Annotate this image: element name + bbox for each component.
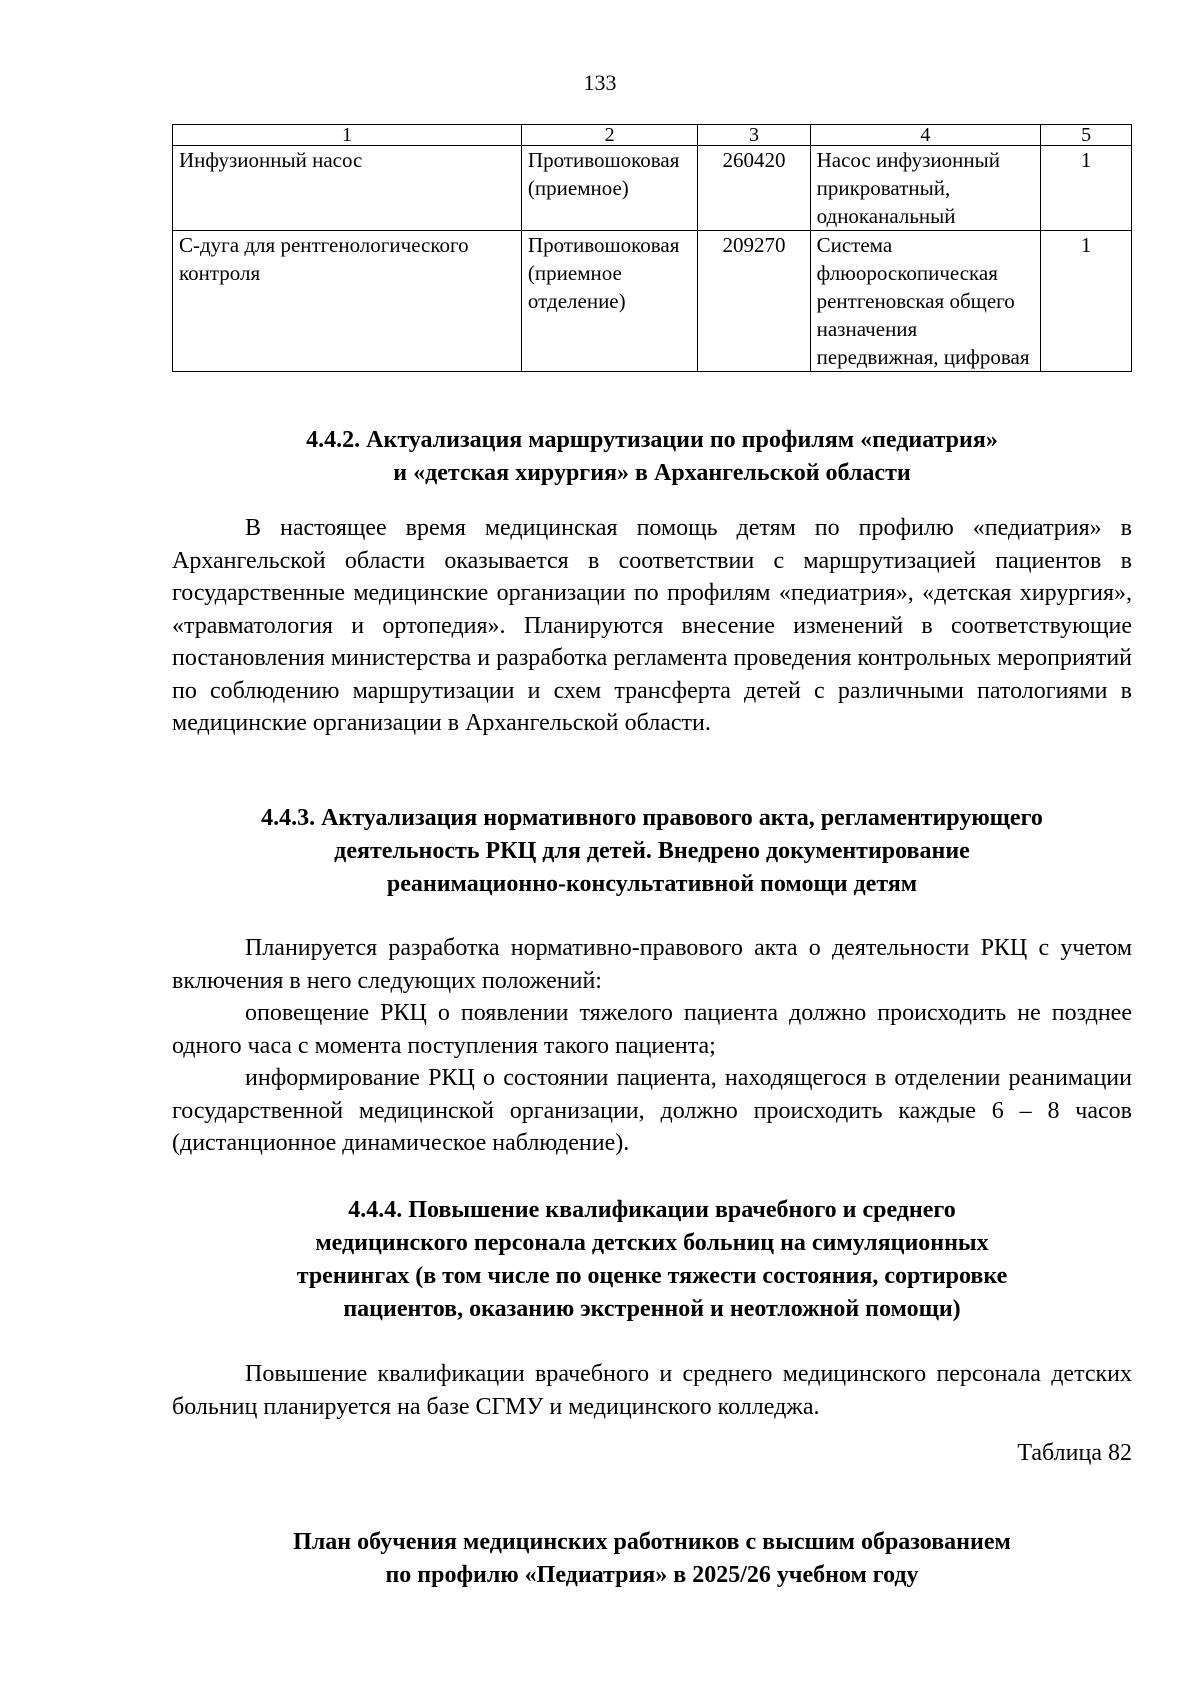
section-444-heading	[172, 1194, 1132, 1326]
equipment-code: 260420	[698, 146, 810, 231]
table-caption: Таблица 82	[1017, 1440, 1132, 1466]
department: Противошоковая (приемное отделение)	[521, 231, 697, 372]
section-443-body	[172, 932, 1132, 1160]
equipment-name: С-дуга для рентгенологического контроля	[173, 231, 522, 372]
section-444-body	[172, 1358, 1132, 1423]
section-443-heading	[172, 802, 1132, 901]
heading-line: тренингах (в том числе по оценке тяжести состояния, сортировке	[296, 1263, 1008, 1289]
plan-title	[172, 1526, 1132, 1592]
equipment-table	[172, 124, 1132, 372]
table-header-row	[173, 125, 1132, 146]
paragraph: Планируется разработка нормативно-правового акта о деятельности РКЦ с учетом включения в него следующих положений:	[172, 935, 1132, 994]
section-442-heading	[172, 424, 1132, 490]
heading-line: реанимационно-консультативной помощи детям	[386, 871, 918, 897]
table-row	[173, 146, 1132, 231]
column-header: 4	[810, 125, 1041, 146]
heading-line: 4.4.3. Актуализация нормативного правового акта, регламентирующего	[261, 805, 1043, 831]
table-row	[173, 231, 1132, 372]
equipment-name: Инфузионный насос	[173, 146, 522, 231]
heading-line: 4.4.2. Актуализация маршрутизации по профилям «педиатрия»	[306, 427, 998, 453]
paragraph: оповещение РКЦ о появлении тяжелого пациента должно происходить не позднее одного часа с момента поступления такого пациента;	[172, 1000, 1132, 1059]
column-header: 3	[698, 125, 810, 146]
paragraph: В настоящее время медицинская помощь детям по профилю «педиатрия» в Архангельской области оказывается в соответствии с маршрутизацией пациентов в государственные медицинские организации по профилям «педиатрия», «детская хирургия», «травматология и ортопедия». Планируются внесение изменений в соответствующие постановления министерства и разработка регламента проведения контрольных мероприятий по соблюдению маршрутизации и схем трансферта детей с различными патологиями в медицинские организации в Архангельской области.	[172, 515, 1132, 736]
equipment-description: Система флюороскопическая рентгеновская общего назначения передвижная, цифровая	[810, 231, 1041, 372]
heading-line: медицинского персонала детских больниц на симуляционных	[315, 1230, 989, 1256]
heading-line: по профилю «Педиатрия» в 2025/26 учебном году	[385, 1562, 919, 1588]
heading-line: 4.4.4. Повышение квалификации врачебного и среднего	[348, 1197, 956, 1223]
column-header: 2	[521, 125, 697, 146]
department: Противошоковая (приемное)	[521, 146, 697, 231]
paragraph: Повышение квалификации врачебного и среднего медицинского персонала детских больниц планируется на базе СГМУ и медицинского колледжа.	[172, 1361, 1132, 1420]
heading-line: деятельность РКЦ для детей. Внедрено документирование	[334, 838, 970, 864]
column-header: 1	[173, 125, 522, 146]
section-442-body	[172, 512, 1132, 740]
equipment-quantity: 1	[1041, 146, 1132, 231]
heading-line: План обучения медицинских работников с высшим образованием	[293, 1529, 1011, 1555]
heading-line: и «детская хирургия» в Архангельской области	[393, 460, 911, 486]
column-header: 5	[1041, 125, 1132, 146]
equipment-code: 209270	[698, 231, 810, 372]
equipment-description: Насос инфузионный прикроватный, одноканальный	[810, 146, 1041, 231]
page-number: 133	[583, 70, 617, 95]
paragraph: информирование РКЦ о состоянии пациента, находящегося в отделении реанимации государственной медицинской организации, должно происходить каждые 6 – 8 часов (дистанционное динамическое наблюдение).	[172, 1065, 1132, 1156]
heading-line: пациентов, оказанию экстренной и неотложной помощи)	[343, 1296, 961, 1322]
equipment-quantity: 1	[1041, 231, 1132, 372]
